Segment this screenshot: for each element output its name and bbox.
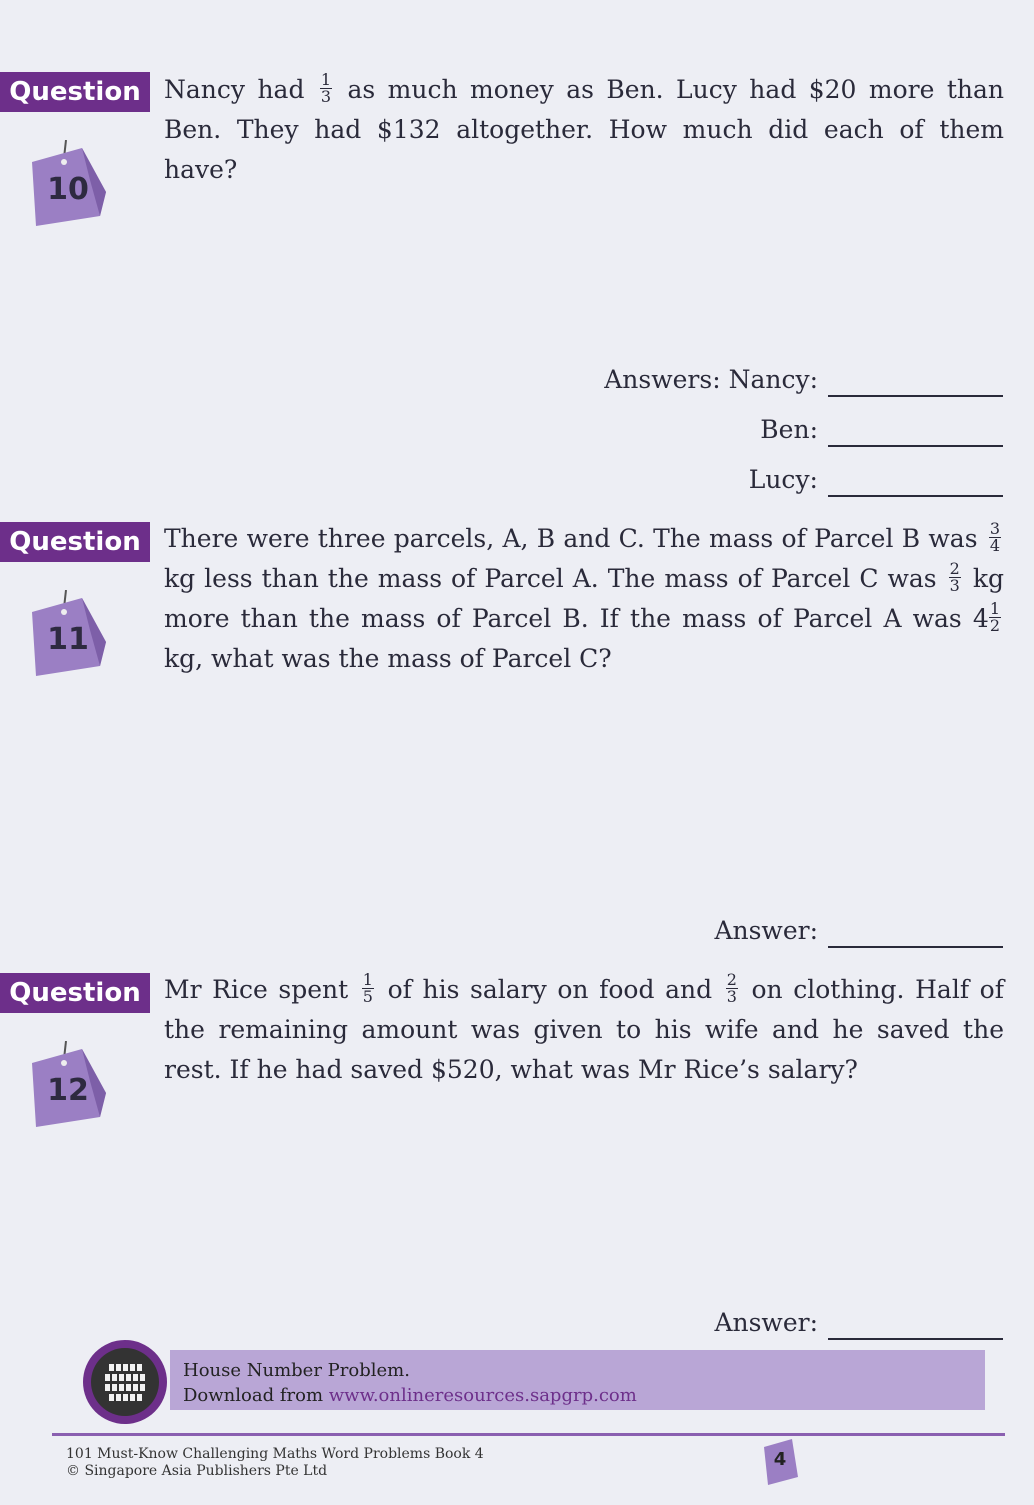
question-12-badge: Question — [0, 973, 150, 1013]
answer-11: Answer: — [714, 911, 1003, 951]
question-12-number: 12 — [47, 1073, 89, 1108]
answer-ben: Ben: — [760, 410, 1003, 450]
mixed-number: 4 $\frac{1}{2}$ — [972, 599, 1000, 635]
question-10-number: 10 — [47, 172, 89, 207]
question-11-tag — [26, 590, 110, 680]
calendar-grid-icon — [83, 1340, 167, 1424]
question-10-text: Nancy had $\frac{1}{3}$ as much money as Ben. Lucy had $20 more than Ben. They had $132 altogether. How much did each of them have? — [164, 70, 1004, 184]
answer-line[interactable] — [828, 467, 1003, 497]
answer-nancy: Answers: Nancy: — [604, 360, 1003, 400]
question-11-number: 11 — [47, 622, 89, 657]
question-11-text: There were three parcels, A, B and C. The mass of Parcel B was $\frac{3}{4}$ kg less than the mass of Parcel A. The mass of Parcel C was $\frac{2}{3}$ kg more than the mass of Parcel B. If the mass of Parcel A was 4 $\frac{1}{2}$ kg, what was the mass of Parcel C? — [164, 519, 1005, 673]
footer-divider — [52, 1433, 1005, 1436]
question-10-badge: Question — [0, 72, 150, 112]
question-11-badge: Question — [0, 522, 150, 562]
answer-line[interactable] — [828, 367, 1003, 397]
answer-lucy: Lucy: — [749, 460, 1003, 500]
download-link[interactable]: www.onlineresources.sapgrp.com — [328, 1385, 637, 1406]
answer-line[interactable] — [828, 918, 1003, 948]
fraction: $\frac{2}{3}$ — [949, 559, 960, 595]
fraction: $\frac{3}{4}$ — [989, 519, 1000, 555]
footer-credits: 101 Must-Know Challenging Maths Word Problems Book 4 © Singapore Asia Publishers Pte Ltd — [66, 1446, 484, 1479]
fraction: $\frac{1}{3}$ — [320, 70, 332, 106]
answer-line[interactable] — [828, 417, 1003, 447]
question-12-text: Mr Rice spent $\frac{1}{5}$ of his salary on food and $\frac{2}{3}$ on clothing. Half of the remaining amount was given to his wife and he saved the rest. If he had saved $520, what was Mr Rice’s salary? — [164, 970, 1004, 1084]
answer-line[interactable] — [828, 1310, 1003, 1340]
page-number: 4 — [760, 1437, 800, 1487]
download-text: House Number Problem. Download from www.onlineresources.sapgrp.com — [183, 1360, 637, 1406]
question-10-tag — [26, 140, 110, 230]
answer-12: Answer: — [714, 1303, 1003, 1343]
fraction: $\frac{1}{5}$ — [362, 970, 373, 1006]
question-12-tag — [26, 1041, 110, 1131]
fraction: $\frac{2}{3}$ — [726, 970, 737, 1006]
